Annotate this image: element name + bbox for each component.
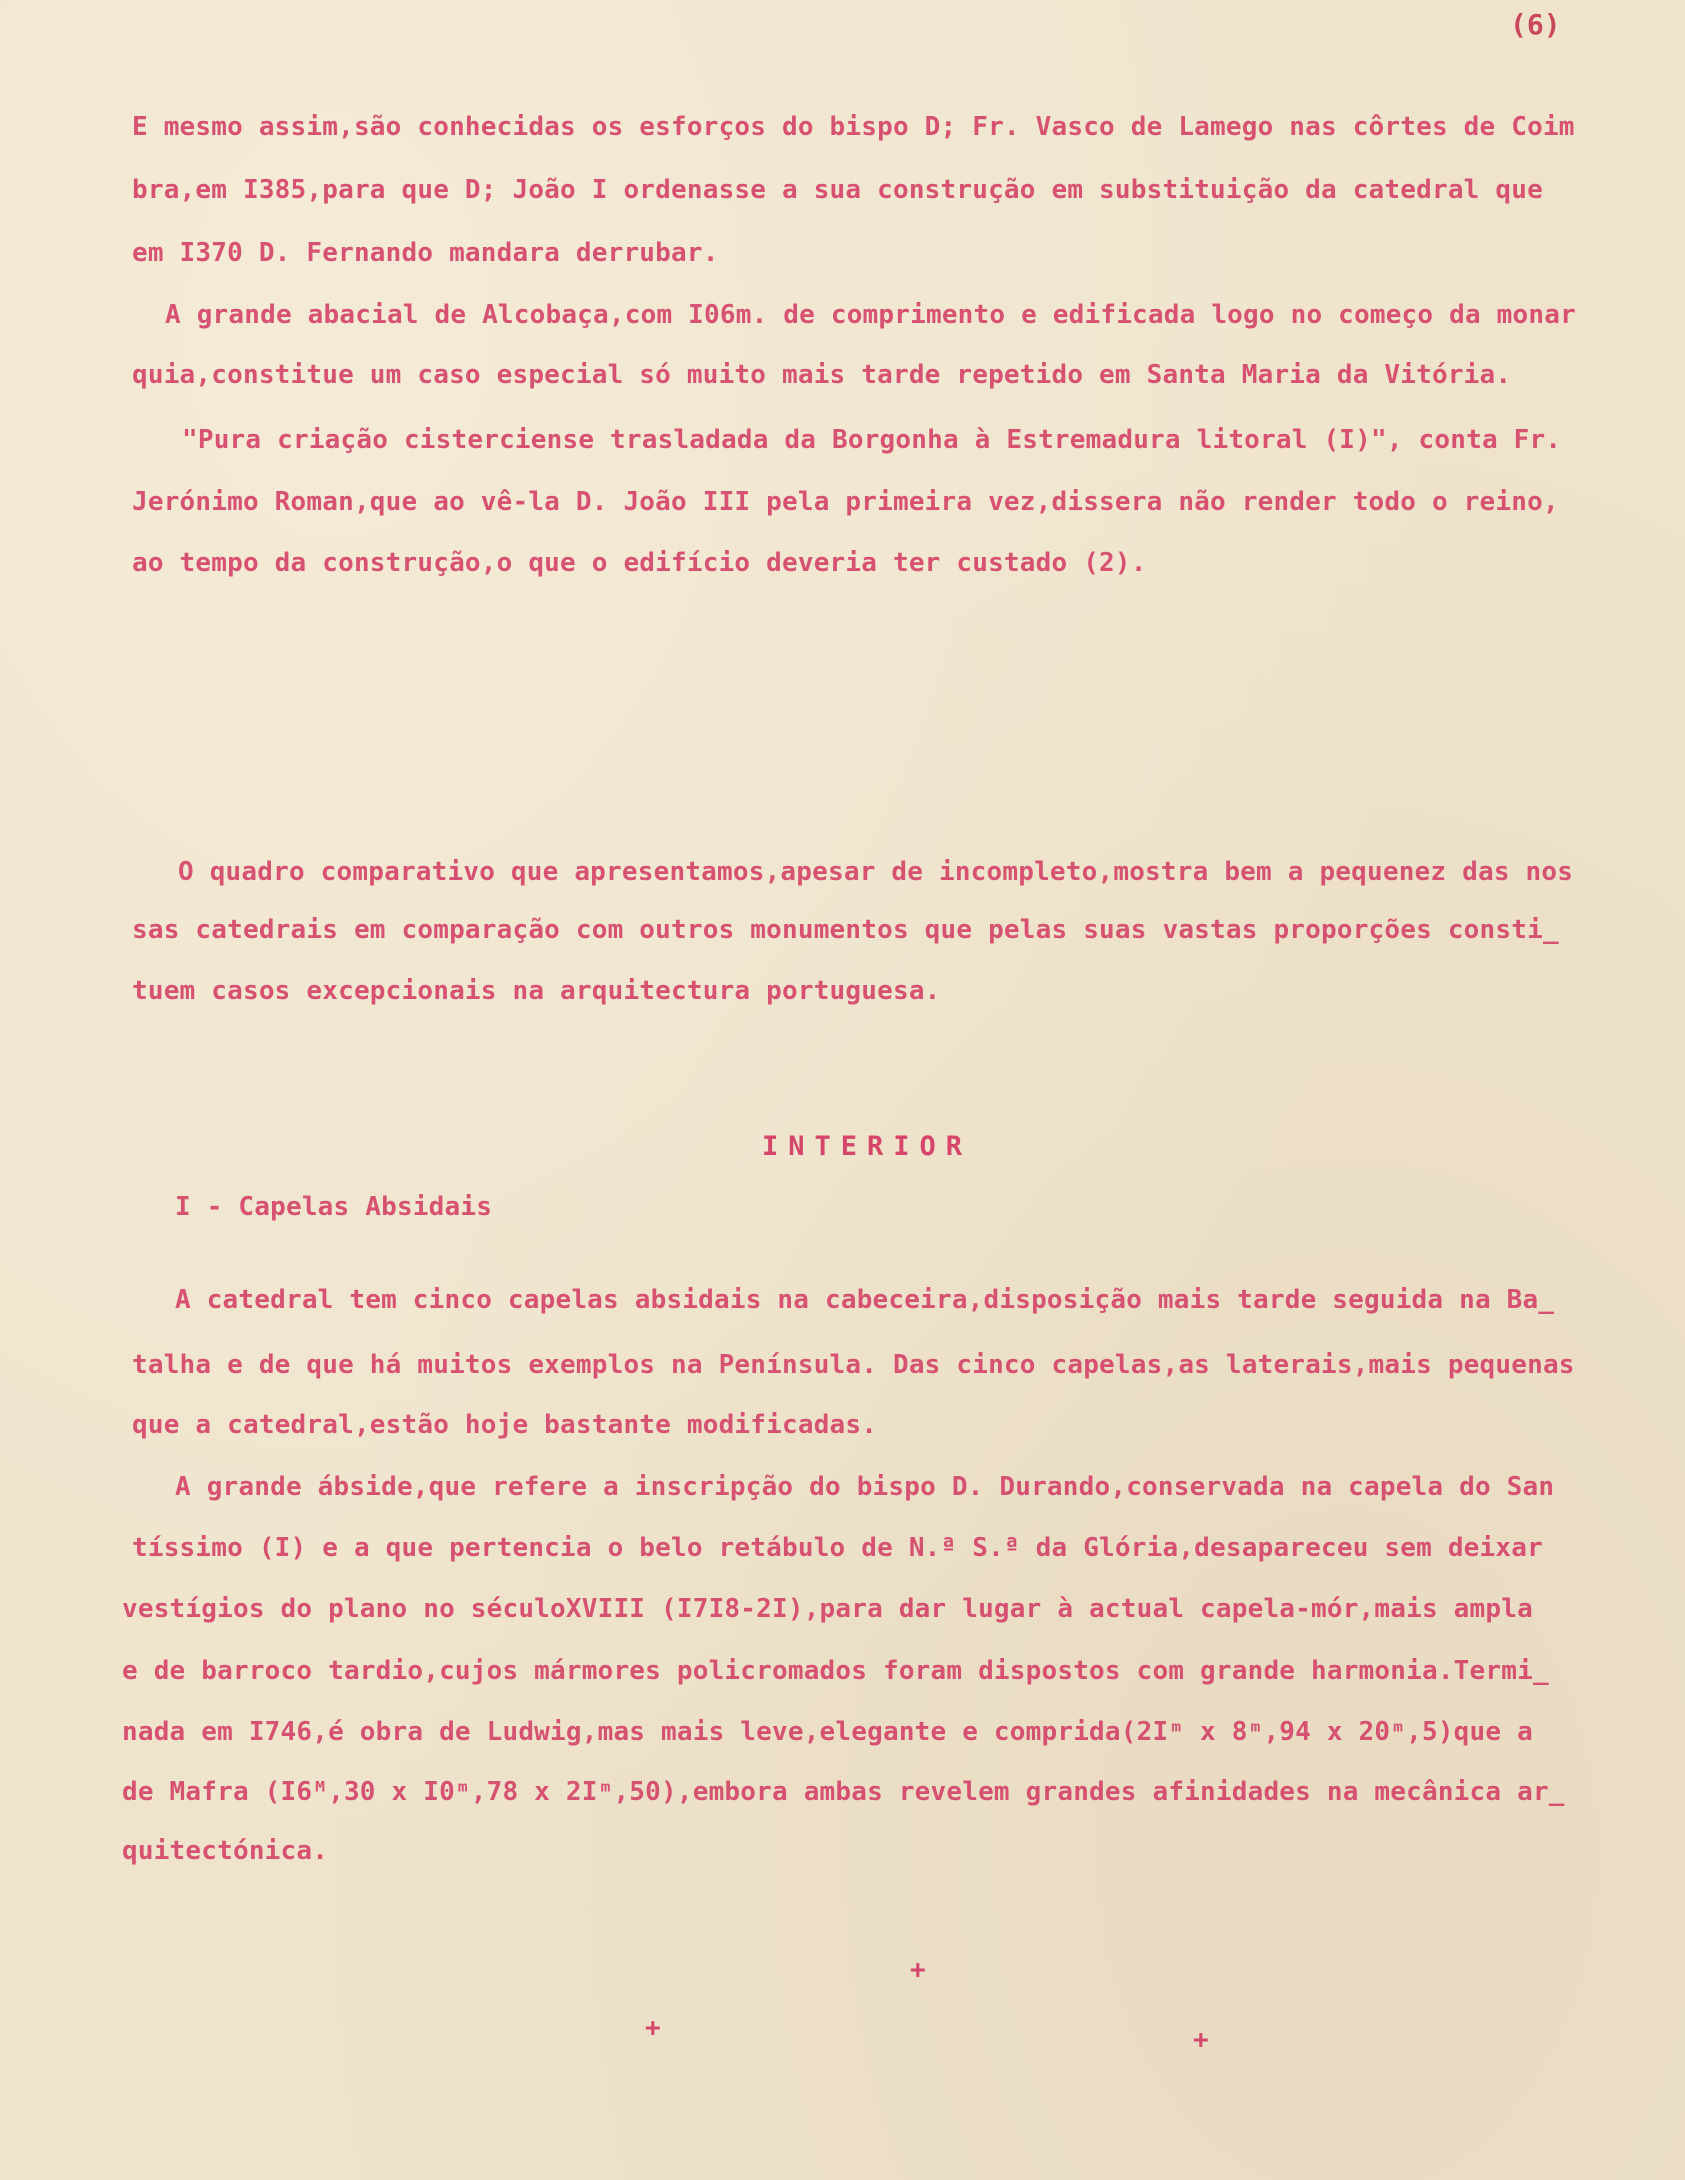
- plus-mark: +: [910, 1955, 926, 1985]
- paragraph-1-line-2: bra,em I385,para que D; João I ordenasse a sua construção em substituição da catedral que: [132, 175, 1543, 205]
- paragraph-4-line-3: tuem casos excepcionais na arquitectura portuguesa.: [132, 976, 941, 1006]
- subheading: I - Capelas Absidais: [175, 1192, 493, 1222]
- section-paragraph-2-line-2: tíssimo (I) e a que pertencia o belo retábulo de N.ª S.ª da Glória,desapareceu sem deixar: [132, 1533, 1543, 1563]
- section-paragraph-2-line-6: de Mafra (I6ᴹ,30 x I0ᵐ,78 x 2Iᵐ,50),embora ambas revelem grandes afinidades na mecânica ar_: [122, 1777, 1565, 1807]
- section-paragraph-2-line-5: nada em I746,é obra de Ludwig,mas mais leve,elegante e comprida(2Iᵐ x 8ᵐ,94 x 20ᵐ,5)que a: [122, 1717, 1533, 1747]
- section-paragraph-2-line-4: e de barroco tardio,cujos mármores policromados foram dispostos com grande harmonia.Termi_: [122, 1656, 1549, 1686]
- paragraph-1-line-3: em I370 D. Fernando mandara derrubar.: [132, 238, 719, 268]
- section-paragraph-2-line-1: A grande ábside,que refere a inscripção do bispo D. Durando,conservada na capela do San: [175, 1472, 1555, 1502]
- paragraph-3-line-1: "Pura criação cisterciense trasladada da Borgonha à Estremadura litoral (I)", conta Fr.: [182, 425, 1562, 455]
- section-paragraph-1-line-1: A catedral tem cinco capelas absidais na cabeceira,disposição mais tarde seguida na Ba_: [175, 1285, 1555, 1315]
- paragraph-4-line-2: sas catedrais em comparação com outros monumentos que pelas suas vastas proporções consti_: [132, 915, 1559, 945]
- paragraph-2-line-1: A grande abacial de Alcobaça,com I06m. de comprimento e edificada logo no começo da monar: [165, 300, 1576, 330]
- section-paragraph-2-line-3: vestígios do plano no séculoXVIII (I7I8-2I),para dar lugar à actual capela-mór,mais ampla: [122, 1594, 1533, 1624]
- paragraph-4-line-1: O quadro comparativo que apresentamos,apesar de incompleto,mostra bem a pequenez das nos: [178, 857, 1574, 887]
- paragraph-3-line-3: ao tempo da construção,o que o edifício deveria ter custado (2).: [132, 548, 1147, 578]
- section-paragraph-1-line-2: talha e de que há muitos exemplos na Península. Das cinco capelas,as laterais,mais pequenas: [132, 1350, 1575, 1380]
- section-paragraph-2-line-7: quitectónica.: [122, 1836, 329, 1866]
- paragraph-2-line-2: quia,constitue um caso especial só muito mais tarde repetido em Santa Maria da Vitória.: [132, 360, 1512, 390]
- page-number: (6): [1510, 8, 1561, 41]
- plus-mark: +: [645, 2013, 661, 2043]
- paragraph-3-line-2: Jerónimo Roman,que ao vê-la D. João III pela primeira vez,dissera não render todo o reino,: [132, 487, 1559, 517]
- section-paragraph-1-line-3: que a catedral,estão hoje bastante modificadas.: [132, 1410, 878, 1440]
- paragraph-1-line-1: E mesmo assim,são conhecidas os esforços do bispo D; Fr. Vasco de Lamego nas côrtes de Coim: [132, 112, 1575, 142]
- plus-mark: +: [1193, 2025, 1209, 2055]
- section-heading: INTERIOR: [762, 1131, 973, 1162]
